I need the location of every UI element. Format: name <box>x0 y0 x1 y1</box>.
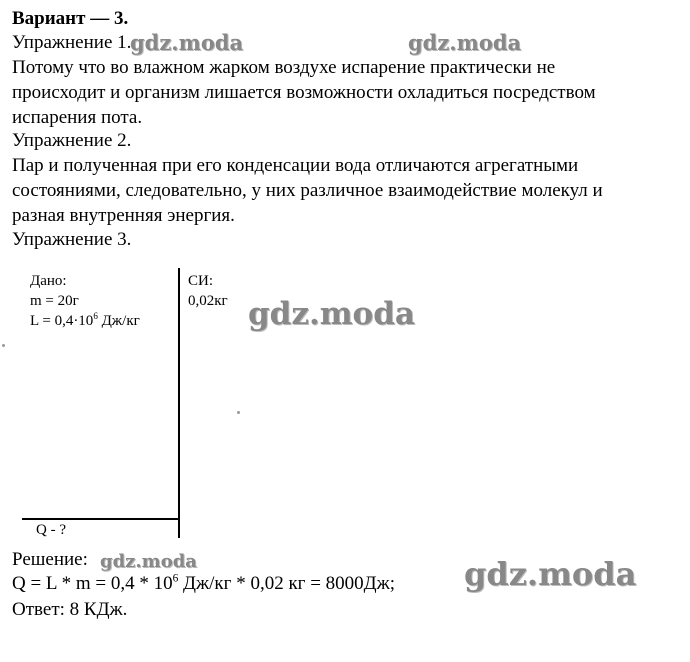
exercise-2-text-line: Пар и полученная при его конденсации вода отличаются агрегатными <box>12 155 579 176</box>
table-vertical-divider <box>178 268 180 538</box>
find-quantity: Q - ? <box>36 522 66 538</box>
exercise-1-text-line: испарения пота. <box>12 107 143 128</box>
exercise-1-text-line: Потому что во влажном жарком воздухе испарение практически не <box>12 57 556 78</box>
watermark: gdz.moda <box>248 296 415 332</box>
solution-label: Решение: <box>12 549 88 570</box>
watermark: gdz.moda <box>100 551 197 572</box>
watermark: gdz.moda <box>130 30 244 55</box>
given-label: Дано: <box>30 273 67 289</box>
exercise-3-heading: Упражнение 3. <box>12 229 132 250</box>
si-label: СИ: <box>188 273 214 289</box>
exercise-1-text-line: происходит и организм лишается возможности охладиться посредством <box>12 82 596 103</box>
exercise-2-heading: Упражнение 2. <box>12 130 132 151</box>
solution-formula: $Q = L * m = 0,4 * 10^6$ Дж/кг * 0,02 кг = 8000Дж; <box>12 572 396 594</box>
given-mass: m = 20г <box>30 293 79 309</box>
table-horizontal-divider <box>22 518 179 520</box>
variant-title: Вариант — 3. <box>12 8 129 29</box>
exercise-1-heading: Упражнение 1. <box>12 32 132 53</box>
watermark: gdz.moda <box>464 555 637 593</box>
scan-dot <box>237 411 240 414</box>
exercise-2-text-line: состояниями, следовательно, у них различное взаимодействие молекул и <box>12 180 603 201</box>
scan-dot <box>2 344 5 347</box>
watermark: gdz.moda <box>408 30 522 55</box>
answer-line: Ответ: 8 КДж. <box>12 599 128 620</box>
exercise-2-text-line: разная внутренняя энергия. <box>12 205 235 226</box>
given-heat: $L = 0,4\cdot 10^6$ Дж/кг <box>30 311 140 329</box>
si-mass: 0,02кг <box>188 293 228 309</box>
